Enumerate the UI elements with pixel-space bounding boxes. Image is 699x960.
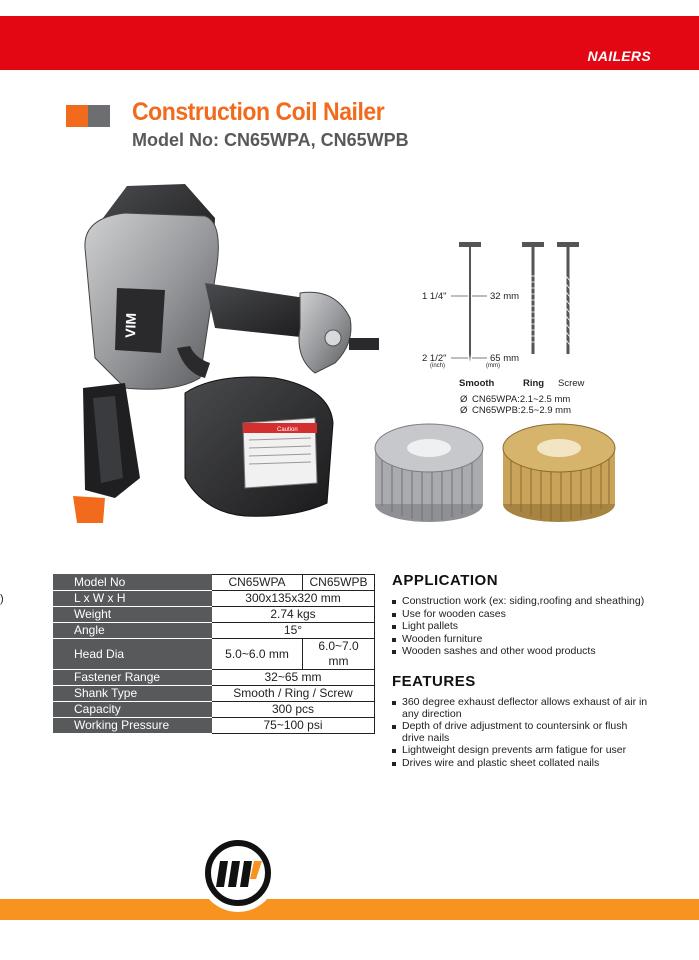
nail-diagram [415,236,595,396]
coil-nailer-image [65,178,395,523]
diameter-symbol-b: Ø [460,405,468,416]
spec-label: Model No [54,575,212,591]
list-item: Wooden furniture [392,634,662,646]
bottom-banner [0,899,699,920]
table-row [54,607,375,623]
list-item: Construction work (ex: siding,roofing and sheathing) [392,596,662,608]
spec-value: 15° [212,623,375,639]
table-row [54,575,375,591]
spec-label: Shank Type [54,686,212,702]
type-ring: Ring [523,378,545,389]
title-accent-gray [88,105,110,127]
silver-nail-coil-image [368,418,490,526]
list-item: Light pallets [392,621,662,633]
length-short-inch: 1 1/4" [422,291,447,302]
edge-mark: ) [0,593,4,605]
length-long-inch: 2 1/2" [422,353,447,364]
category-label: NAILERS [587,48,651,64]
table-row [54,702,375,718]
application-heading: APPLICATION [392,572,499,589]
diameter-symbol-a: Ø [460,394,468,405]
product-title: Construction Coil Nailer [132,98,385,126]
table-row [54,639,375,670]
specs-table [53,574,375,734]
brand-mark: VIM [122,312,139,339]
unit-mm: (mm) [486,363,500,369]
table-row [54,623,375,639]
list-item: Use for wooden cases [392,609,662,621]
spec-value: Smooth / Ring / Screw [212,686,375,702]
model-number: Model No: CN65WPA, CN65WPB [132,130,409,150]
table-row [54,686,375,702]
table-row [54,718,375,734]
spec-value: 32~65 mm [212,670,375,686]
spec-label: Fastener Range [54,670,212,686]
spec-value: 2.74 kgs [212,607,375,623]
length-short-mm: 32 mm [490,291,520,302]
table-row [54,591,375,607]
list-item: Lightweight design prevents arm fatigue for user [392,745,652,757]
spec-value-a: CN65WPA [212,575,303,591]
spec-label: Head Dia [54,639,212,670]
application-list [392,596,662,659]
length-long-mm: 65 mm [490,353,520,364]
features-heading: FEATURES [392,673,476,690]
spec-value-b: CN65WPB [303,575,375,591]
spec-label: Capacity [54,702,212,718]
spec-label: Angle [54,623,212,639]
list-item: Wooden sashes and other wood products [392,646,662,658]
spec-value-b: 6.0~7.0 mm [303,639,375,670]
list-item: Drives wire and plastic sheet collated nails [392,758,652,770]
spec-value: 75~100 psi [212,718,375,734]
spec-value-a: 5.0~6.0 mm [212,639,303,670]
unit-inch: (inch) [430,363,446,369]
type-smooth: Smooth [459,378,495,389]
spec-label: Weight [54,607,212,623]
table-row [54,670,375,686]
list-item: 360 degree exhaust deflector allows exhaust of air in any direction [392,697,652,720]
gold-nail-coil-image [497,418,622,526]
type-screw: Screw [558,378,585,389]
spec-label: Working Pressure [54,718,212,734]
diameter-b: CN65WPB:2.5~2.9 mm [472,405,571,416]
caution-label: Caution [277,427,298,433]
features-list [392,697,652,770]
spec-label: L x W x H [54,591,212,607]
brand-logo-icon [198,833,278,913]
diameter-a: CN65WPA:2.1~2.5 mm [472,394,571,405]
spec-value: 300x135x320 mm [212,591,375,607]
spec-value: 300 pcs [212,702,375,718]
list-item: Depth of drive adjustment to countersink or flush drive nails [392,721,652,744]
title-accent-orange [66,105,88,127]
